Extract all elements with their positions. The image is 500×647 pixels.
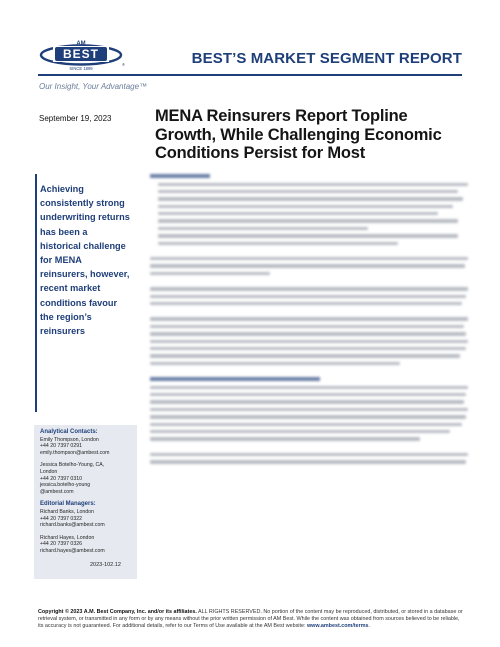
editorial-managers-heading: Editorial Managers: [40,501,96,508]
contact-email[interactable]: jessica.botelho-young [40,482,91,489]
header-divider [38,74,462,76]
contact-email[interactable]: @ambest.com [40,488,74,495]
contact-line: Emily Thompson, London [40,436,99,443]
article-title: MENA Reinsurers Report Topline Growth, While Challenging Economic Conditions Persist for Most [155,107,442,162]
report-type: BEST’S MARKET SEGMENT REPORT [191,50,462,67]
footer-copyright [38,609,463,630]
contact-email[interactable]: richard.banks@ambest.com [40,522,105,529]
contact-email[interactable]: richard.hayes@ambest.com [40,547,105,554]
contacts-list [40,429,136,555]
contact-line: Richard Hayes, London [40,534,95,541]
contact-line: London [40,468,58,475]
tagline: Our Insight, Your Advantage™ [39,82,148,91]
terms-link[interactable]: www.ambest.com/terms [306,623,369,629]
contact-line: +44 20 7397 0326 [40,541,82,548]
footer-copyright-line: Copyright © 2023 A.M. Best Company, Inc. and/or its affiliates. [38,609,197,615]
am-best-logo-icon [39,17,131,75]
svg-text:®: ® [122,62,125,67]
report-number: 2023-102.12 [90,562,121,568]
am-best-logo[interactable] [39,17,131,75]
article-date: September 19, 2023 [39,114,112,123]
article-body-blurred [150,174,470,582]
pull-quote: Achieving consistently strong underwriting returns has been a historical challenge for MENA reinsurers, however, recent market conditions favour the region’s reinsurers [40,184,130,337]
contact-line: Jessica Botelho-Young, CA, [40,462,105,469]
logo-word: BEST [62,47,100,61]
analytical-contacts-heading: Analytical Contacts: [40,429,98,435]
contact-email[interactable]: emily.thompson@ambest.com [40,449,110,456]
contact-line: +44 20 7397 0310 [40,475,82,482]
footer-end: . [368,623,370,629]
contact-line: +44 20 7397 0322 [40,515,82,522]
logo-top: AM [76,41,86,47]
contact-line: +44 20 7397 0291 [40,443,82,450]
logo-since: SINCE 1899 [69,66,93,71]
contact-line: Richard Banks, London [40,508,94,515]
footer-rights: ALL RIGHTS RESERVED. No portion of the content may be reproduced, distributed, or stored in a database or retrieval system, or transmitted in any form or by any means without the prior written permission of AM Best. While the content was obtained from sources believed to be reliable, its accuracy is not guaranteed. For additional details, refer to our Terms of Use available at the AM Best website: [38,609,463,629]
